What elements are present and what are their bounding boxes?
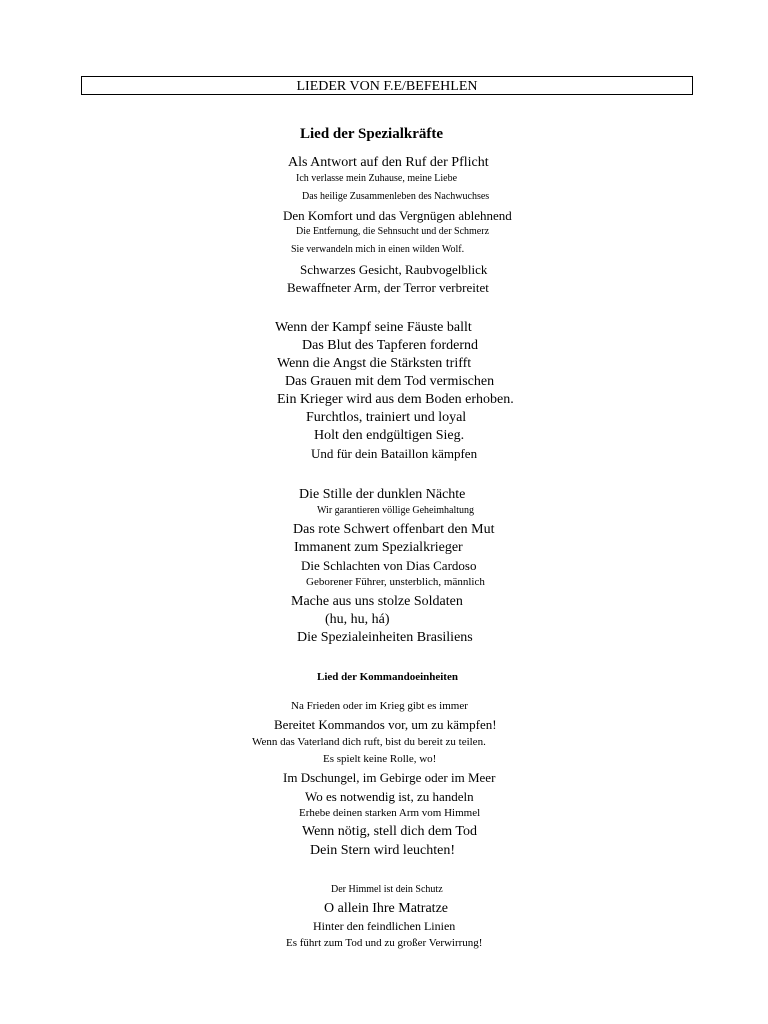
song2-line: Dein Stern wird leuchten! xyxy=(310,843,456,858)
song1-line: Wenn die Angst die Stärksten trifft xyxy=(277,356,472,371)
song2-line: Es führt zum Tod und zu großer Verwirrung! xyxy=(286,937,483,949)
song2-line: Wenn das Vaterland dich ruft, bist du bereit zu teilen. xyxy=(252,736,486,748)
song1-line: Das Grauen mit dem Tod vermischen xyxy=(285,374,495,389)
song1-line: Wir garantieren völlige Geheimhaltung xyxy=(317,505,475,516)
song1-line: Furchtlos, trainiert und loyal xyxy=(306,410,467,425)
song1-line: Die Schlachten von Dias Cardoso xyxy=(301,558,477,573)
song1-line: Bewaffneter Arm, der Terror verbreitet xyxy=(287,280,489,295)
song1-line: Die Spezialeinheiten Brasiliens xyxy=(297,630,473,645)
song2-line: Na Frieden oder im Krieg gibt es immer xyxy=(291,700,468,712)
song1-line: Wenn der Kampf seine Fäuste ballt xyxy=(275,320,472,335)
song1-line: Und für dein Bataillon kämpfen xyxy=(311,446,478,461)
song1-line: Ich verlasse mein Zuhause, meine Liebe xyxy=(296,173,458,184)
song1-line: Das rote Schwert offenbart den Mut xyxy=(293,522,495,537)
song1-line: Mache aus uns stolze Soldaten xyxy=(291,594,463,609)
song1-title: Lied der Spezialkräfte xyxy=(300,126,444,142)
song1-line: Das heilige Zusammenleben des Nachwuchses xyxy=(302,191,490,202)
song1-line: Schwarzes Gesicht, Raubvogelblick xyxy=(300,262,488,277)
song1-line: Ein Krieger wird aus dem Boden erhoben. xyxy=(277,392,514,407)
song1-line: Das Blut des Tapferen fordernd xyxy=(302,338,479,353)
song1-line: Den Komfort und das Vergnügen ablehnend xyxy=(283,208,512,223)
song1-line: Die Entfernung, die Sehnsucht und der Schmerz xyxy=(296,226,490,237)
song2-line: Wo es notwendig ist, zu handeln xyxy=(305,789,474,804)
song2-line: Es spielt keine Rolle, wo! xyxy=(323,753,437,765)
song1-line: Die Stille der dunklen Nächte xyxy=(299,487,466,502)
song1-line: Als Antwort auf den Ruf der Pflicht xyxy=(288,155,489,170)
song2-line: O allein Ihre Matratze xyxy=(324,901,448,916)
song2-line: Erhebe deinen starken Arm vom Himmel xyxy=(299,807,481,819)
song1-line: Holt den endgültigen Sieg. xyxy=(314,428,465,443)
page-header-title: LIEDER VON F.E/BEFEHLEN xyxy=(81,76,693,95)
song2-line: Der Himmel ist dein Schutz xyxy=(331,884,443,895)
song1-line: Sie verwandeln mich in einen wilden Wolf. xyxy=(291,244,465,255)
song2-line: Im Dschungel, im Gebirge oder im Meer xyxy=(283,770,496,785)
song2-line: Wenn nötig, stell dich dem Tod xyxy=(302,824,477,839)
song1-line: Immanent zum Spezialkrieger xyxy=(294,540,463,555)
song1-line: Geborener Führer, unsterblich, männlich xyxy=(306,576,485,588)
song2-title: Lied der Kommandoeinheiten xyxy=(317,671,458,683)
song2-line: Hinter den feindlichen Linien xyxy=(313,919,456,933)
song1-line: (hu, hu, há) xyxy=(325,612,390,627)
song2-line: Bereitet Kommandos vor, um zu kämpfen! xyxy=(274,717,497,732)
